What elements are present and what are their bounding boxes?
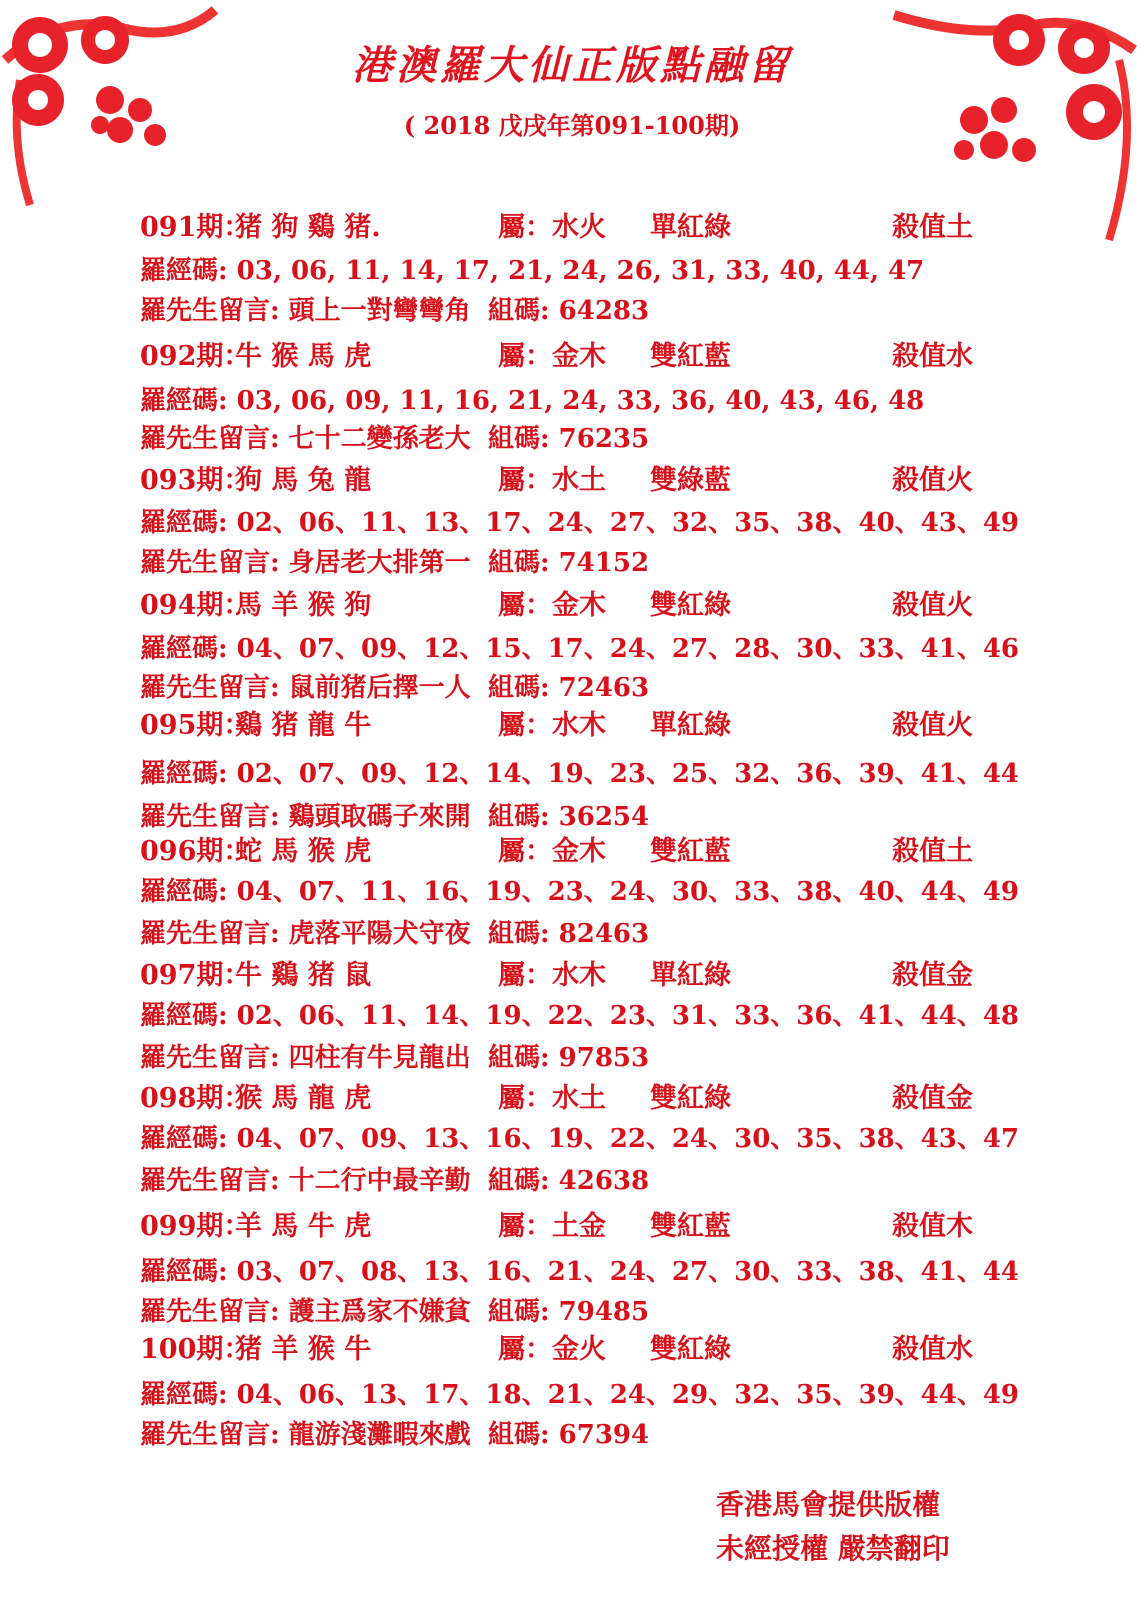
note-label: 羅先生留言: — [140, 1420, 289, 1450]
luojing-codes-row — [140, 380, 924, 414]
issue-attribute-prefix: 屬： — [498, 212, 552, 243]
group-value: 36254 — [558, 802, 650, 832]
codes-value: 02、06、11、13、17、24、27、32、35、38、40、43、49 — [236, 508, 1020, 538]
issue-attribute — [498, 953, 606, 992]
codes-value: 02、06、11、14、19、22、23、31、33、36、41、44、48 — [236, 1001, 1020, 1031]
issue-number — [140, 458, 250, 497]
group-code — [488, 1291, 649, 1328]
issue-attribute-prefix: 屬： — [498, 710, 552, 741]
issue-number-suffix: 期： — [196, 1334, 251, 1365]
issue-kill: 殺值金 — [892, 960, 973, 991]
issue-number-value: 093 — [140, 465, 197, 496]
codes-value: 03, 06, 11, 14, 17, 21, 24, 26, 31, 33, 40, 44, 47 — [236, 256, 925, 286]
group-label: 組碼: — [488, 1043, 559, 1073]
issue-kill: 殺值土 — [892, 212, 973, 243]
issue-attribute-value: 水土 — [552, 1083, 606, 1114]
issue-kill: 殺值水 — [892, 341, 973, 372]
group-label: 組碼: — [488, 296, 559, 326]
codes-label: 羅經碼: — [140, 1380, 237, 1410]
issue-attribute-prefix: 屬： — [498, 590, 552, 621]
note-value: 虎落平陽犬守夜 — [288, 919, 471, 949]
codes-label: 羅經碼: — [140, 877, 237, 907]
issue-attribute-value: 金火 — [552, 1334, 606, 1365]
issue-number-value: 100 — [140, 1334, 197, 1365]
issue-header-row — [140, 1076, 1020, 1114]
group-value: 97853 — [558, 1043, 650, 1073]
note-value: 龍游淺灘暇來戲 — [288, 1420, 471, 1450]
issue-range-subtitle: ( 2018 戊戌年第091-100期) — [403, 111, 741, 140]
issue-header-row — [140, 458, 1020, 496]
issue-attribute — [498, 1204, 606, 1243]
issue-kill: 殺值火 — [892, 590, 973, 621]
issue-zodiac: 鷄 猪 龍 牛 — [235, 710, 372, 741]
issue-number-value: 095 — [140, 710, 197, 741]
issue-attribute — [498, 1327, 606, 1366]
note-row — [140, 796, 740, 830]
issue-number-value: 096 — [140, 836, 197, 867]
group-value: 67394 — [558, 1420, 650, 1450]
codes-label: 羅經碼: — [140, 386, 237, 416]
copyright-line-2: 未經授權 嚴禁翻印 — [716, 1532, 950, 1565]
issue-kill: 殺值火 — [892, 710, 973, 741]
issue-number — [140, 1076, 250, 1115]
note-value: 護主爲家不嫌貧 — [288, 1297, 471, 1327]
issue-attribute-value: 金木 — [552, 341, 606, 372]
note-value: 頭上一對彎彎角 — [288, 296, 471, 326]
issue-color: 雙綠藍 — [650, 465, 731, 496]
note-value: 四柱有牛見龍出 — [288, 1043, 471, 1073]
note-label: 羅先生留言: — [140, 424, 289, 454]
issue-number-suffix: 期： — [196, 836, 251, 867]
issue-kill: 殺值土 — [892, 836, 973, 867]
issue-header-row — [140, 205, 1020, 243]
group-label: 組碼: — [488, 424, 559, 454]
note-row — [140, 290, 740, 324]
issue-number — [140, 205, 250, 244]
group-code — [488, 1160, 649, 1197]
group-label: 組碼: — [488, 919, 559, 949]
issue-number-suffix: 期： — [196, 341, 251, 372]
luojing-codes-row — [140, 995, 1019, 1029]
luojing-codes-row — [140, 250, 924, 284]
group-code — [488, 1414, 649, 1451]
issue-number — [140, 703, 250, 742]
issue-color: 單紅綠 — [650, 710, 731, 741]
issue-header-row — [140, 953, 1020, 991]
issue-number-suffix: 期： — [196, 590, 251, 621]
group-code — [488, 290, 649, 327]
issue-attribute-prefix: 屬： — [498, 1083, 552, 1114]
issue-attribute — [498, 583, 606, 622]
codes-label: 羅經碼: — [140, 1257, 237, 1287]
issue-attribute-prefix: 屬： — [498, 1334, 552, 1365]
note-row — [140, 667, 740, 701]
luojing-codes-row — [140, 753, 1019, 787]
issue-number-value: 092 — [140, 341, 197, 372]
issue-number — [140, 334, 250, 373]
copyright-line-1: 香港馬會提供版權 — [716, 1488, 941, 1521]
note-row — [140, 1414, 740, 1448]
issue-attribute — [498, 829, 606, 868]
group-code — [488, 913, 649, 950]
luojing-codes-row — [140, 871, 1019, 905]
issue-color: 單紅綠 — [650, 960, 731, 991]
group-code — [488, 418, 649, 455]
note-label: 羅先生留言: — [140, 1297, 289, 1327]
group-value: 72463 — [558, 673, 650, 703]
issue-attribute-prefix: 屬： — [498, 1211, 552, 1242]
issue-zodiac: 猪 羊 猴 牛 — [235, 1334, 372, 1365]
codes-value: 04、07、11、16、19、23、24、30、33、38、40、44、49 — [236, 877, 1020, 907]
group-label: 組碼: — [488, 1166, 559, 1196]
codes-label: 羅經碼: — [140, 1001, 237, 1031]
note-row — [140, 418, 740, 452]
group-label: 組碼: — [488, 1297, 559, 1327]
issue-number — [140, 1327, 250, 1366]
note-row — [140, 1160, 740, 1194]
issue-number-value: 099 — [140, 1211, 197, 1242]
issue-attribute-prefix: 屬： — [498, 465, 552, 496]
issue-zodiac: 牛 鷄 猪 鼠 — [235, 960, 372, 991]
issue-header-row — [140, 829, 1020, 867]
group-value: 76235 — [558, 424, 650, 454]
page-title: 港澳羅大仙正版點融留 — [352, 42, 792, 89]
issue-header-row — [140, 1327, 1020, 1365]
issue-number-suffix: 期： — [196, 1083, 251, 1114]
codes-value: 04、07、09、13、16、19、22、24、30、35、38、43、47 — [236, 1124, 1020, 1154]
issue-color: 雙紅綠 — [650, 590, 731, 621]
codes-value: 03, 06, 09, 11, 16, 21, 24, 33, 36, 40, 43, 46, 48 — [236, 386, 925, 416]
note-value: 身居老大排第一 — [288, 548, 471, 578]
group-code — [488, 667, 649, 704]
issue-number-value: 097 — [140, 960, 197, 991]
issue-number-value: 094 — [140, 590, 197, 621]
group-value: 79485 — [558, 1297, 650, 1327]
issue-number-suffix: 期： — [196, 465, 251, 496]
codes-label: 羅經碼: — [140, 508, 237, 538]
note-value: 十二行中最辛勤 — [288, 1166, 471, 1196]
note-label: 羅先生留言: — [140, 802, 289, 832]
issue-zodiac: 猪 狗 鷄 猪. — [235, 212, 381, 243]
codes-label: 羅經碼: — [140, 256, 237, 286]
note-label: 羅先生留言: — [140, 296, 289, 326]
note-row — [140, 542, 740, 576]
codes-label: 羅經碼: — [140, 1124, 237, 1154]
codes-label: 羅經碼: — [140, 759, 237, 789]
group-value: 82463 — [558, 919, 650, 949]
note-label: 羅先生留言: — [140, 673, 289, 703]
issue-zodiac: 馬 羊 猴 狗 — [235, 590, 372, 621]
issue-number-suffix: 期： — [196, 212, 251, 243]
luojing-codes-row — [140, 1374, 1019, 1408]
group-code — [488, 542, 649, 579]
issue-zodiac: 牛 猴 馬 虎 — [235, 341, 372, 372]
issue-number-value: 098 — [140, 1083, 197, 1114]
issue-header-row — [140, 1204, 1020, 1242]
issue-attribute — [498, 703, 606, 742]
note-label: 羅先生留言: — [140, 548, 289, 578]
issue-attribute-value: 水土 — [552, 465, 606, 496]
group-label: 組碼: — [488, 802, 559, 832]
note-value: 鼠前猪后擇一人 — [288, 673, 471, 703]
issue-color: 單紅綠 — [650, 212, 731, 243]
codes-label: 羅經碼: — [140, 634, 237, 664]
issue-number — [140, 829, 250, 868]
issue-color: 雙紅藍 — [650, 1211, 731, 1242]
issue-color: 雙紅綠 — [650, 1334, 731, 1365]
issue-attribute-prefix: 屬： — [498, 341, 552, 372]
issue-attribute-value: 金木 — [552, 836, 606, 867]
issue-attribute-prefix: 屬： — [498, 960, 552, 991]
issue-number — [140, 1204, 250, 1243]
note-label: 羅先生留言: — [140, 1043, 289, 1073]
issue-attribute-value: 水木 — [552, 710, 606, 741]
issue-number-suffix: 期： — [196, 960, 251, 991]
issue-attribute-value: 水火 — [552, 212, 606, 243]
note-value: 鷄頭取碼子來開 — [288, 802, 471, 832]
issue-attribute-prefix: 屬： — [498, 836, 552, 867]
issue-header-row — [140, 703, 1020, 741]
note-label: 羅先生留言: — [140, 1166, 289, 1196]
group-label: 組碼: — [488, 1420, 559, 1450]
issue-number — [140, 953, 250, 992]
issue-attribute — [498, 334, 606, 373]
codes-value: 04、06、13、17、18、21、24、29、32、35、39、44、49 — [236, 1380, 1020, 1410]
issue-attribute-value: 土金 — [552, 1211, 606, 1242]
issue-attribute-value: 金木 — [552, 590, 606, 621]
codes-value: 02、07、09、12、14、19、23、25、32、36、39、41、44 — [236, 759, 1020, 789]
issue-number-suffix: 期： — [196, 1211, 251, 1242]
issue-header-row — [140, 334, 1020, 372]
issue-number — [140, 583, 250, 622]
group-value: 64283 — [558, 296, 650, 326]
issue-color: 雙紅藍 — [650, 836, 731, 867]
issue-kill: 殺值木 — [892, 1211, 973, 1242]
issue-zodiac: 羊 馬 牛 虎 — [235, 1211, 372, 1242]
codes-value: 04、07、09、12、15、17、24、27、28、30、33、41、46 — [236, 634, 1020, 664]
note-label: 羅先生留言: — [140, 919, 289, 949]
luojing-codes-row — [140, 628, 1019, 662]
luojing-codes-row — [140, 502, 1019, 536]
issue-header-row — [140, 583, 1020, 621]
issue-number-suffix: 期： — [196, 710, 251, 741]
issue-zodiac: 猴 馬 龍 虎 — [235, 1083, 372, 1114]
luojing-codes-row — [140, 1118, 1019, 1152]
note-value: 七十二變孫老大 — [288, 424, 471, 454]
group-label: 組碼: — [488, 673, 559, 703]
issue-kill: 殺值火 — [892, 465, 973, 496]
group-code — [488, 796, 649, 833]
issue-kill: 殺值金 — [892, 1083, 973, 1114]
luojing-codes-row — [140, 1251, 1019, 1285]
issue-attribute — [498, 458, 606, 497]
note-row — [140, 913, 740, 947]
issue-attribute — [498, 205, 606, 244]
issue-attribute-value: 水木 — [552, 960, 606, 991]
issue-zodiac: 狗 馬 兔 龍 — [235, 465, 372, 496]
issue-number-value: 091 — [140, 212, 197, 243]
group-value: 74152 — [558, 548, 650, 578]
group-label: 組碼: — [488, 548, 559, 578]
note-row — [140, 1291, 740, 1325]
issue-color: 雙紅綠 — [650, 1083, 731, 1114]
issue-kill: 殺值水 — [892, 1334, 973, 1365]
issue-zodiac: 蛇 馬 猴 虎 — [235, 836, 372, 867]
issue-color: 雙紅藍 — [650, 341, 731, 372]
codes-value: 03、07、08、13、16、21、24、27、30、33、38、41、44 — [236, 1257, 1020, 1287]
group-code — [488, 1037, 649, 1074]
group-value: 42638 — [558, 1166, 650, 1196]
issue-attribute — [498, 1076, 606, 1115]
note-row — [140, 1037, 740, 1071]
